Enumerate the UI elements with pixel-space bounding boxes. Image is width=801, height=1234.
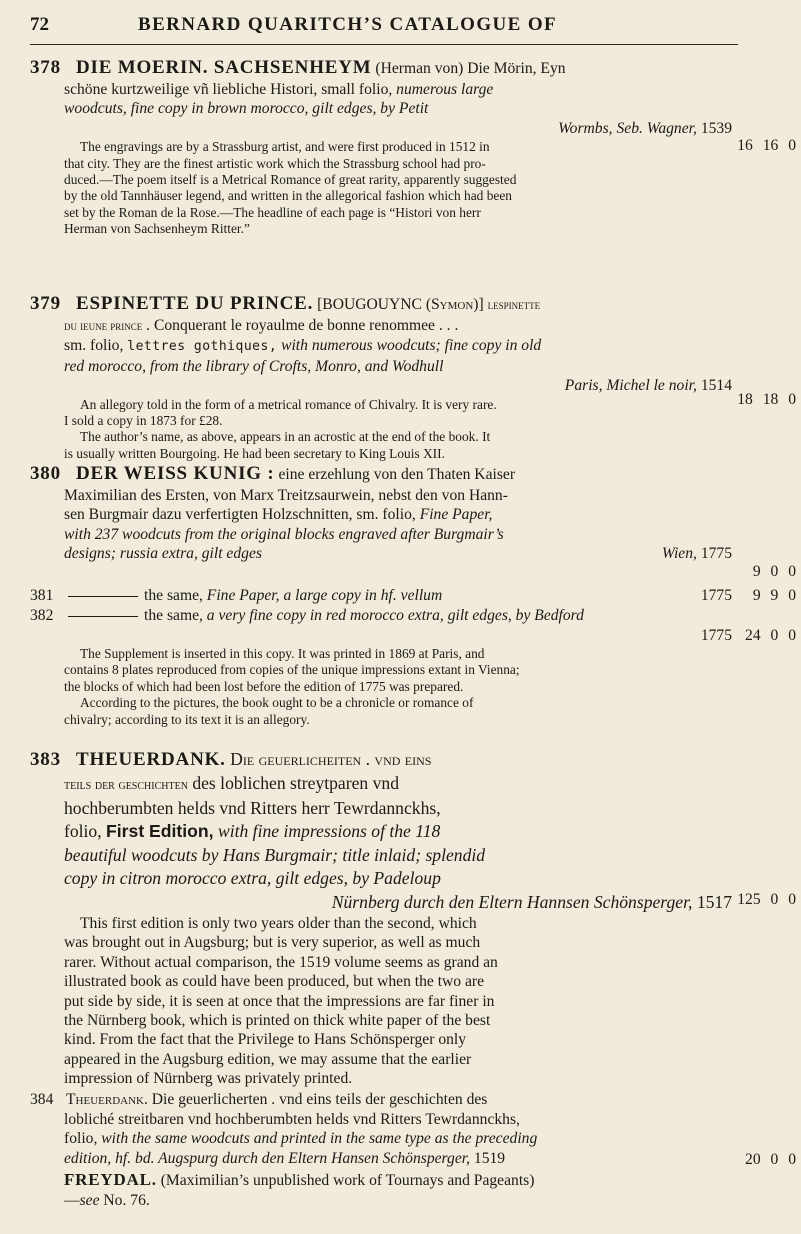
entry-378: [30, 56, 796, 238]
entry-description: with numerous woodcuts; fine copy in old: [281, 337, 542, 355]
entry-description: beautiful woodcuts by Hans Burgmair; title inlaid; splendid: [64, 844, 486, 865]
entry-description: with 237 woodcuts from the original blocks engraved after Burgmair’s: [64, 525, 504, 543]
entry-price: 20 0 0: [745, 1151, 796, 1168]
entry-description: numerous large: [396, 80, 494, 98]
entry-description: a very fine copy in red morocco extra, gilt edges, by Bedford: [206, 607, 584, 624]
running-title: BERNARD QUARITCH’S CATALOGUE OF: [138, 14, 558, 35]
entry-text: the same,: [144, 587, 203, 604]
entry-text: sm. folio,: [64, 337, 124, 355]
entry-imprint: Nürnberg durch den Eltern Hannsen Schönsperger,: [331, 891, 693, 912]
entry-382: [30, 606, 796, 728]
entry-date: 1514: [700, 377, 732, 395]
entry-380: [30, 462, 796, 580]
entry-381: [30, 586, 796, 606]
header-rule: [30, 44, 738, 45]
entry-text: des loblichen streytparen vnd: [192, 772, 399, 793]
entry-text: hochberumbten helds vnd Ritters herr Tewrdannckhs,: [64, 798, 441, 818]
page-number: 72: [30, 14, 49, 35]
entry-number: 384: [30, 1091, 54, 1108]
entry-384: [30, 1090, 796, 1168]
entry-freydal: [30, 1170, 732, 1210]
entry-date: 1539: [700, 119, 732, 137]
entry-text: eine erzehlung von den Thaten Kaiser: [278, 466, 516, 483]
entry-heading: Theuerdank.: [66, 1091, 148, 1108]
entry-date: 1775: [700, 545, 732, 563]
ditto-dash: [68, 596, 138, 597]
entry-text: (Maximilian’s unpublished work of Tournays and Pageants): [160, 1172, 535, 1189]
entry-date: 1775: [700, 587, 732, 604]
running-header: [30, 14, 790, 48]
entry-text: sen Burgmair dazu verfertigten Holzschnitten, sm. folio,: [64, 506, 416, 524]
entry-text: folio,: [64, 1130, 98, 1147]
entry-379: [30, 292, 796, 462]
entry-imprint: edition, hf. bd. Augspurg durch den Eltern Hansen Schönsperger,: [64, 1149, 470, 1167]
cross-ref-see: see: [79, 1191, 100, 1209]
entry-price: 18 18 0: [737, 391, 796, 408]
entry-text: folio,: [64, 821, 102, 842]
entry-description: with the same woodcuts and printed in the same type as the preceding: [101, 1130, 538, 1147]
entry-edition: First Edition,: [106, 821, 214, 842]
entry-price: 125 0 0: [737, 891, 796, 908]
entry-number: 380: [30, 463, 61, 484]
cross-ref-target: No. 76.: [103, 1191, 150, 1209]
entry-number: 383: [30, 749, 61, 770]
entry-description: with fine impressions of the 118: [217, 821, 441, 842]
entry-description: red morocco, from the library of Crofts, Monro, and Wodhull: [64, 357, 444, 375]
entry-number: 378: [30, 57, 61, 78]
entry-text: schöne kurtzweilige vñ liebliche Histori, small folio,: [64, 80, 393, 98]
entry-description: copy in citron morocco extra, gilt edges, by Padeloup: [64, 868, 441, 889]
entry-text: teils der geschichten: [64, 776, 188, 793]
entry-text: lobliché streitbaren vnd hochberumbten helds vnd Ritters Tewrdannckhs,: [64, 1110, 520, 1128]
entry-blackletter: lettres gothiques,: [127, 339, 278, 355]
cross-ref-dash: —: [64, 1191, 80, 1209]
entry-price: 9 0 0: [752, 563, 796, 580]
entry-text: Die geuerlicheiten . vnd eins: [230, 749, 432, 769]
entry-383: [30, 748, 796, 1089]
entry-description: Fine Paper,: [419, 506, 493, 524]
entry-heading: DIE MOERIN. SACHSENHEYM: [76, 57, 372, 78]
entry-price: 24 0 0: [745, 627, 796, 644]
entry-text: (Herman von) Die Mörin, Eyn: [375, 60, 566, 77]
entry-text: the same,: [144, 607, 203, 624]
entry-number: 381: [30, 587, 54, 604]
entry-heading: ESPINETTE DU PRINCE.: [76, 293, 314, 314]
entry-note: The engravings are by a Strassburg artist, and were first produced in 1512 in that city. They are the finest artistic work which the Strassburg school had pro- duced.—The poem itself is a Metrical Romance of great rarity, apparently suggested by the old Tannhäuser legend, and written in the allegorical fashion which had been set by the Roman de la Rose.—The headline of each page is “Histori von herr Herman von Sachsenheym Ritter.”: [64, 139, 517, 237]
entry-text: [BOUGOUYNC (Symon)]: [317, 296, 484, 313]
entry-price: 16 16 0: [737, 137, 796, 154]
entry-note: The Supplement is inserted in this copy. It was printed in 1869 at Paris, and contains 8 plates reproduced from copies of the unique impressions extant in Vienna; the blocks of which had been lost before the edition of 1775 was prepared. According to the pictures, the book ought to be a chronicle or romance of chivalry; according to its text it is an allegory.: [64, 646, 520, 727]
entry-text: du ieune prince: [64, 318, 143, 333]
entry-description: woodcuts, fine copy in brown morocco, gilt edges, by Petit: [64, 100, 429, 118]
entry-date: 1775: [700, 626, 732, 644]
entry-imprint: Wien,: [661, 545, 697, 563]
entry-paragraph: This first edition is only two years older than the second, which was brought out in Augsburg; but is very superior, as well as much rarer. Without actual comparison, the 1519 volume seems as grand an illustrated book as could have been produced, but when the two are put side by side, it is seen at once that the impressions are far finer in the Nürnberg book, which is printed on thick white paper of the best kind. From the fact that the Privilege to Hans Schönsperger only appeared in the Augsburg edition, we may assume that the earlier impression of Nürnberg was privately printed.: [64, 915, 498, 1088]
entry-text: Maximilian des Ersten, von Marx Treitzsaurwein, nebst den von Hann-: [64, 486, 508, 504]
entry-note: An allegory told in the form of a metrical romance of Chivalry. It is very rare. I sold a copy in 1873 for £28. The author’s name, as above, appears in an acrostic at the end of the book. It is usually written Bourgoing. He had been secretary to King Louis XII.: [64, 396, 497, 461]
entry-description: designs; russia extra, gilt edges: [64, 545, 262, 563]
entry-text: . Conquerant le royaulme de bonne renommee . . .: [146, 316, 459, 334]
entry-heading: FREYDAL.: [64, 1170, 157, 1189]
entry-number: 379: [30, 293, 61, 314]
entry-heading: DER WEISS KUNIG :: [76, 463, 275, 484]
entry-text: lespinette: [487, 298, 541, 312]
ditto-dash: [68, 616, 138, 617]
entry-description: Fine Paper, a large copy in hf. vellum: [206, 587, 443, 604]
entry-date: 1519: [473, 1149, 506, 1167]
entry-date: 1517: [696, 891, 732, 912]
entry-heading: THEUERDANK.: [76, 749, 226, 770]
entry-text: Die geuerlicherten . vnd eins teils der geschichten des: [151, 1091, 488, 1108]
entry-imprint: Wormbs, Seb. Wagner,: [558, 119, 697, 137]
entry-number: 382: [30, 607, 54, 624]
entry-price: 9 9 0: [752, 587, 796, 604]
entry-imprint: Paris, Michel le noir,: [564, 377, 697, 395]
